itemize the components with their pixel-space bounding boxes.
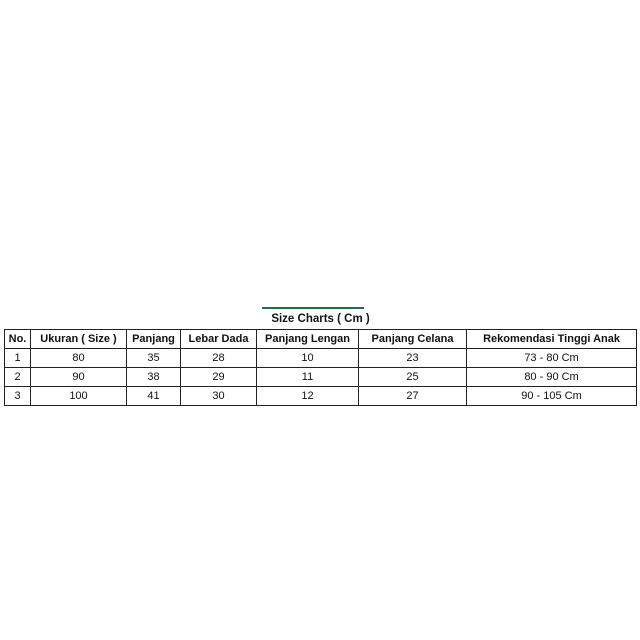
cell-rekomendasi-tinggi: 90 - 105 Cm	[467, 387, 637, 406]
cell-rekomendasi-tinggi: 80 - 90 Cm	[467, 368, 637, 387]
table-row	[5, 368, 637, 387]
column-header-panjang-celana: Panjang Celana	[359, 330, 467, 349]
cell-panjang-celana: 23	[359, 349, 467, 368]
cell-panjang-celana: 27	[359, 387, 467, 406]
cell-panjang-lengan: 10	[257, 349, 359, 368]
cell-panjang: 41	[127, 387, 181, 406]
cell-ukuran: 100	[31, 387, 127, 406]
column-header-panjang-lengan: Panjang Lengan	[257, 330, 359, 349]
cell-lebar-dada: 30	[181, 387, 257, 406]
cell-panjang-celana: 25	[359, 368, 467, 387]
title-row	[5, 309, 637, 330]
column-header-rekomendasi-tinggi: Rekomendasi Tinggi Anak	[467, 330, 637, 349]
cell-lebar-dada: 29	[181, 368, 257, 387]
cell-panjang-lengan: 11	[257, 368, 359, 387]
table-title: Size Charts ( Cm )	[5, 309, 637, 330]
cell-no: 3	[5, 387, 31, 406]
cell-no: 1	[5, 349, 31, 368]
cell-ukuran: 90	[31, 368, 127, 387]
header-row	[5, 330, 637, 349]
column-header-panjang: Panjang	[127, 330, 181, 349]
cell-panjang-lengan: 12	[257, 387, 359, 406]
size-chart-sheet	[4, 309, 636, 406]
cell-ukuran: 80	[31, 349, 127, 368]
cell-panjang: 38	[127, 368, 181, 387]
size-chart-table	[4, 309, 637, 406]
cell-rekomendasi-tinggi: 73 - 80 Cm	[467, 349, 637, 368]
cell-lebar-dada: 28	[181, 349, 257, 368]
column-header-ukuran: Ukuran ( Size )	[31, 330, 127, 349]
cell-no: 2	[5, 368, 31, 387]
table-row	[5, 349, 637, 368]
cell-panjang: 35	[127, 349, 181, 368]
column-header-no: No.	[5, 330, 31, 349]
column-header-lebar-dada: Lebar Dada	[181, 330, 257, 349]
selection-accent-line	[262, 307, 364, 309]
table-row	[5, 387, 637, 406]
